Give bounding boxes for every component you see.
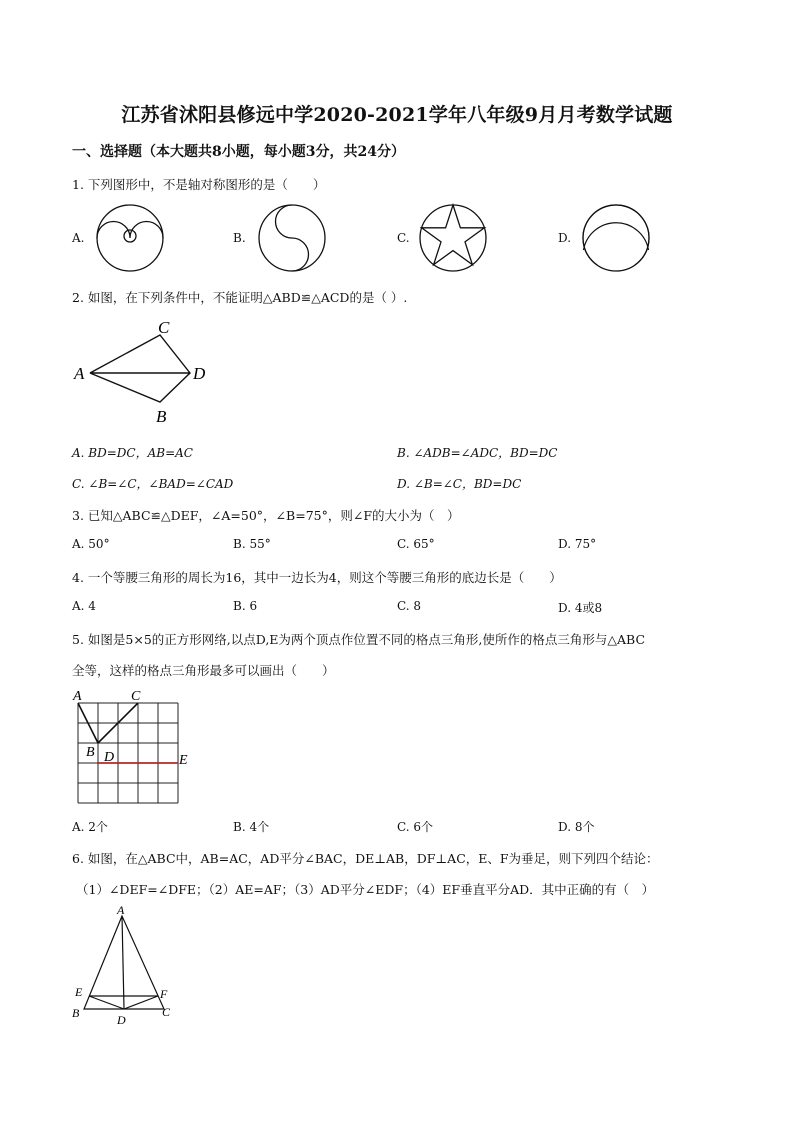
q5-point-b: B <box>86 745 95 760</box>
q2-point-a: A <box>74 364 85 383</box>
q1-option-c-label: C. <box>397 231 410 245</box>
q1-option-b-label: B. <box>233 231 246 245</box>
q6-figure <box>68 902 188 1032</box>
q1-option-a-label: A. <box>72 231 85 245</box>
q5-point-a: A <box>73 689 82 704</box>
q6-point-b: B <box>72 1006 80 1020</box>
q6-point-c: C <box>162 1005 171 1019</box>
q1-figure-a <box>94 202 166 274</box>
q6-point-f: F <box>160 987 168 1001</box>
q2-point-b: B <box>156 407 167 426</box>
q5-option-d: D. 8个 <box>558 820 595 834</box>
page-title: 江苏省沭阳县修远中学2020-2021学年八年级9月月考数学试题 <box>121 104 673 126</box>
q2-point-d: D <box>193 364 206 383</box>
q4-option-c: C. 8 <box>397 599 422 613</box>
q4-option-b: B. 6 <box>233 599 258 613</box>
q2-figure <box>72 314 222 429</box>
q5-point-c: C <box>131 689 141 704</box>
q5-option-c: C. 6个 <box>397 820 434 834</box>
q6-point-d: D <box>117 1013 126 1027</box>
q2-option-c: C. ∠B=∠C，∠BAD=∠CAD <box>72 477 234 491</box>
q4-option-a: A. 4 <box>72 599 96 613</box>
q6-stem-line2: （1）∠DEF=∠DFE；（2）AE=AF；（3）AD平分∠EDF；（4）EF垂直平分AD．其中正确的有（ ） <box>76 882 655 897</box>
q4-stem: 4. 一个等腰三角形的周长为16，其中一边长为4，则这个等腰三角形的底边长是（ ） <box>72 570 562 585</box>
q5-stem-line1: 5. 如图是5×5的正方形网络,以点D,E为两个顶点作位置不同的格点三角形,使所作的格点三角形与△ABC <box>72 632 646 647</box>
q2-stem: 2. 如图，在下列条件中，不能证明△ABD≌△ACD的是（ ）. <box>72 290 408 305</box>
q1-figure-d <box>580 202 652 274</box>
q1-figure-b <box>256 202 328 274</box>
q5-point-d: D <box>104 750 115 765</box>
q2-option-b: B. ∠ADB=∠ADC，BD=DC <box>397 446 558 460</box>
q6-stem-line1: 6. 如图，在△ABC中，AB=AC，AD平分∠BAC，DE⊥AB，DF⊥AC，E、F为垂足，则下列四个结论： <box>72 851 659 866</box>
q6-point-a: A <box>117 903 125 917</box>
q5-option-a: A. 2个 <box>72 820 108 834</box>
q5-grid-figure <box>72 686 197 806</box>
q3-stem: 3. 已知△ABC≌△DEF，∠A=50°，∠B=75°，则∠F的大小为（ ） <box>72 508 460 523</box>
q5-point-e: E <box>179 753 188 768</box>
q1-option-d-label: D. <box>558 231 572 245</box>
q1-stem: 1. 下列图形中，不是轴对称图形的是（ ） <box>72 177 326 192</box>
q2-option-a: A. BD=DC，AB=AC <box>72 446 193 460</box>
q5-stem-line2: 全等，这样的格点三角形最多可以画出（ ） <box>72 663 335 678</box>
q3-option-b: B. 55° <box>233 537 271 551</box>
q3-option-a: A. 50° <box>72 537 110 551</box>
q2-point-c: C <box>158 318 170 337</box>
q2-option-d: D. ∠B=∠C，BD=DC <box>397 477 522 491</box>
q1-figure-c <box>417 202 489 274</box>
q3-option-c: C. 65° <box>397 537 435 551</box>
q6-point-e: E <box>75 985 83 999</box>
q4-option-d: D. 4或8 <box>558 601 603 615</box>
q3-option-d: D. 75° <box>558 537 597 551</box>
section-heading: 一、选择题（本大题共8小题，每小题3分，共24分） <box>72 144 405 160</box>
q5-option-b: B. 4个 <box>233 820 270 834</box>
